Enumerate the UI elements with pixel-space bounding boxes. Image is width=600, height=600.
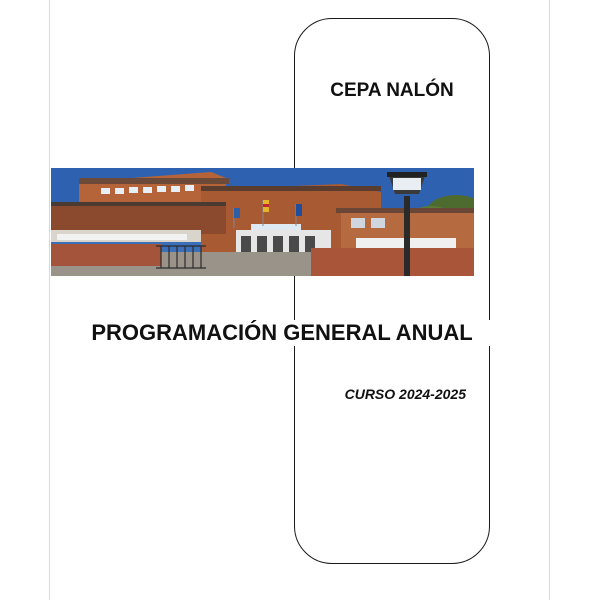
school-building-illustration	[51, 168, 474, 276]
document-title: PROGRAMACIÓN GENERAL ANUAL	[51, 320, 513, 346]
course-year: CURSO 2024-2025	[300, 386, 466, 402]
school-building-photo	[51, 168, 474, 276]
organization-name: CEPA NALÓN	[330, 80, 454, 101]
